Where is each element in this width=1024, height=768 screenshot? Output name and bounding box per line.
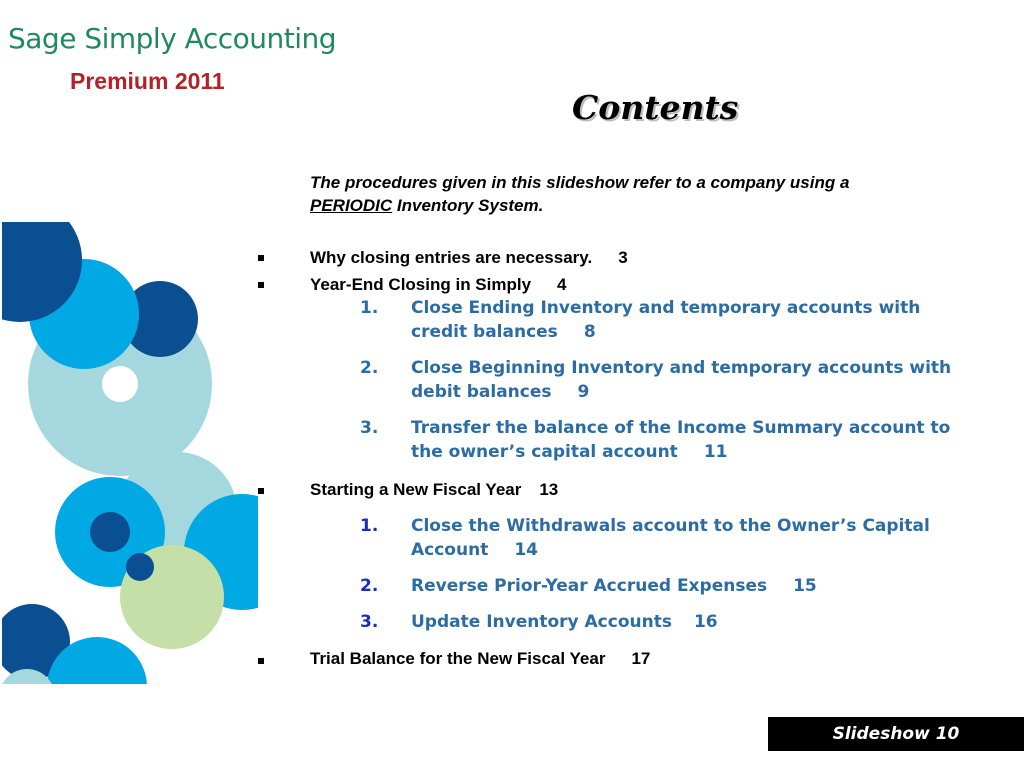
contents-item — [310, 649, 650, 669]
contents-item — [310, 275, 567, 295]
subitem-label: Close Beginning Inventory and temporary accounts with debit balances — [411, 358, 952, 402]
intro-text — [310, 171, 970, 217]
item-label: Trial Balance for the New Fiscal Year — [310, 649, 606, 668]
subitem-label: Update Inventory Accounts — [411, 612, 672, 632]
item-label: Year-End Closing in Simply — [310, 275, 532, 294]
bullet-marker — [258, 282, 264, 288]
page-number: 9 — [577, 382, 590, 402]
subitem-label: Reverse Prior-Year Accrued Expenses — [411, 576, 768, 596]
page-number: 14 — [514, 540, 538, 560]
page-number: 17 — [631, 649, 651, 668]
subitem-label: Close Ending Inventory and temporary accounts with credit balances — [411, 298, 921, 342]
item-label: Why closing entries are necessary. — [310, 248, 593, 267]
sage-logo: Sage Simply Accounting — [8, 22, 337, 55]
contents-item — [310, 248, 628, 268]
circle-shape — [102, 366, 138, 402]
page-number: 13 — [539, 480, 559, 499]
subitem-label: Close the Withdrawals account to the Owner’s Capital Account — [411, 516, 930, 560]
circle-shape — [90, 512, 130, 552]
intro-emphasis: PERIODIC — [310, 196, 393, 215]
intro-line1: The procedures given in this slideshow refer to a company using a — [310, 173, 850, 192]
subitem-text — [411, 356, 971, 404]
page-number: 4 — [557, 275, 567, 294]
subitem-text — [411, 416, 971, 464]
subitem-number: 1. — [360, 516, 379, 536]
intro-line2: Inventory System. — [392, 196, 544, 215]
page-number: 8 — [583, 322, 596, 342]
subitem-number: 2. — [360, 358, 379, 378]
slide-title: Contents — [572, 88, 739, 127]
contents-item — [310, 480, 558, 500]
decorative-circles — [2, 222, 258, 684]
circle-shape — [126, 553, 154, 581]
subitem-text — [411, 296, 971, 344]
subitem-number: 3. — [360, 418, 379, 438]
page-number: 3 — [618, 248, 628, 267]
page-number: 15 — [793, 576, 817, 596]
item-label: Starting a New Fiscal Year — [310, 480, 522, 499]
subitem-text — [411, 514, 971, 562]
subitem-number: 2. — [360, 576, 379, 596]
subitem-text — [411, 610, 971, 634]
subitem-label: Transfer the balance of the Income Summary account to the owner’s capital account — [411, 418, 951, 462]
subitem-number: 3. — [360, 612, 379, 632]
subitem-text — [411, 574, 971, 598]
bullet-marker — [258, 255, 264, 261]
page-number: 11 — [703, 442, 728, 462]
bullet-marker — [258, 488, 264, 494]
bullet-marker — [258, 658, 264, 664]
subitem-number: 1. — [360, 298, 379, 318]
slideshow-footer: Slideshow 10 — [768, 717, 1024, 751]
page-number: 16 — [693, 612, 718, 632]
edition-label: Premium 2011 — [70, 68, 225, 94]
